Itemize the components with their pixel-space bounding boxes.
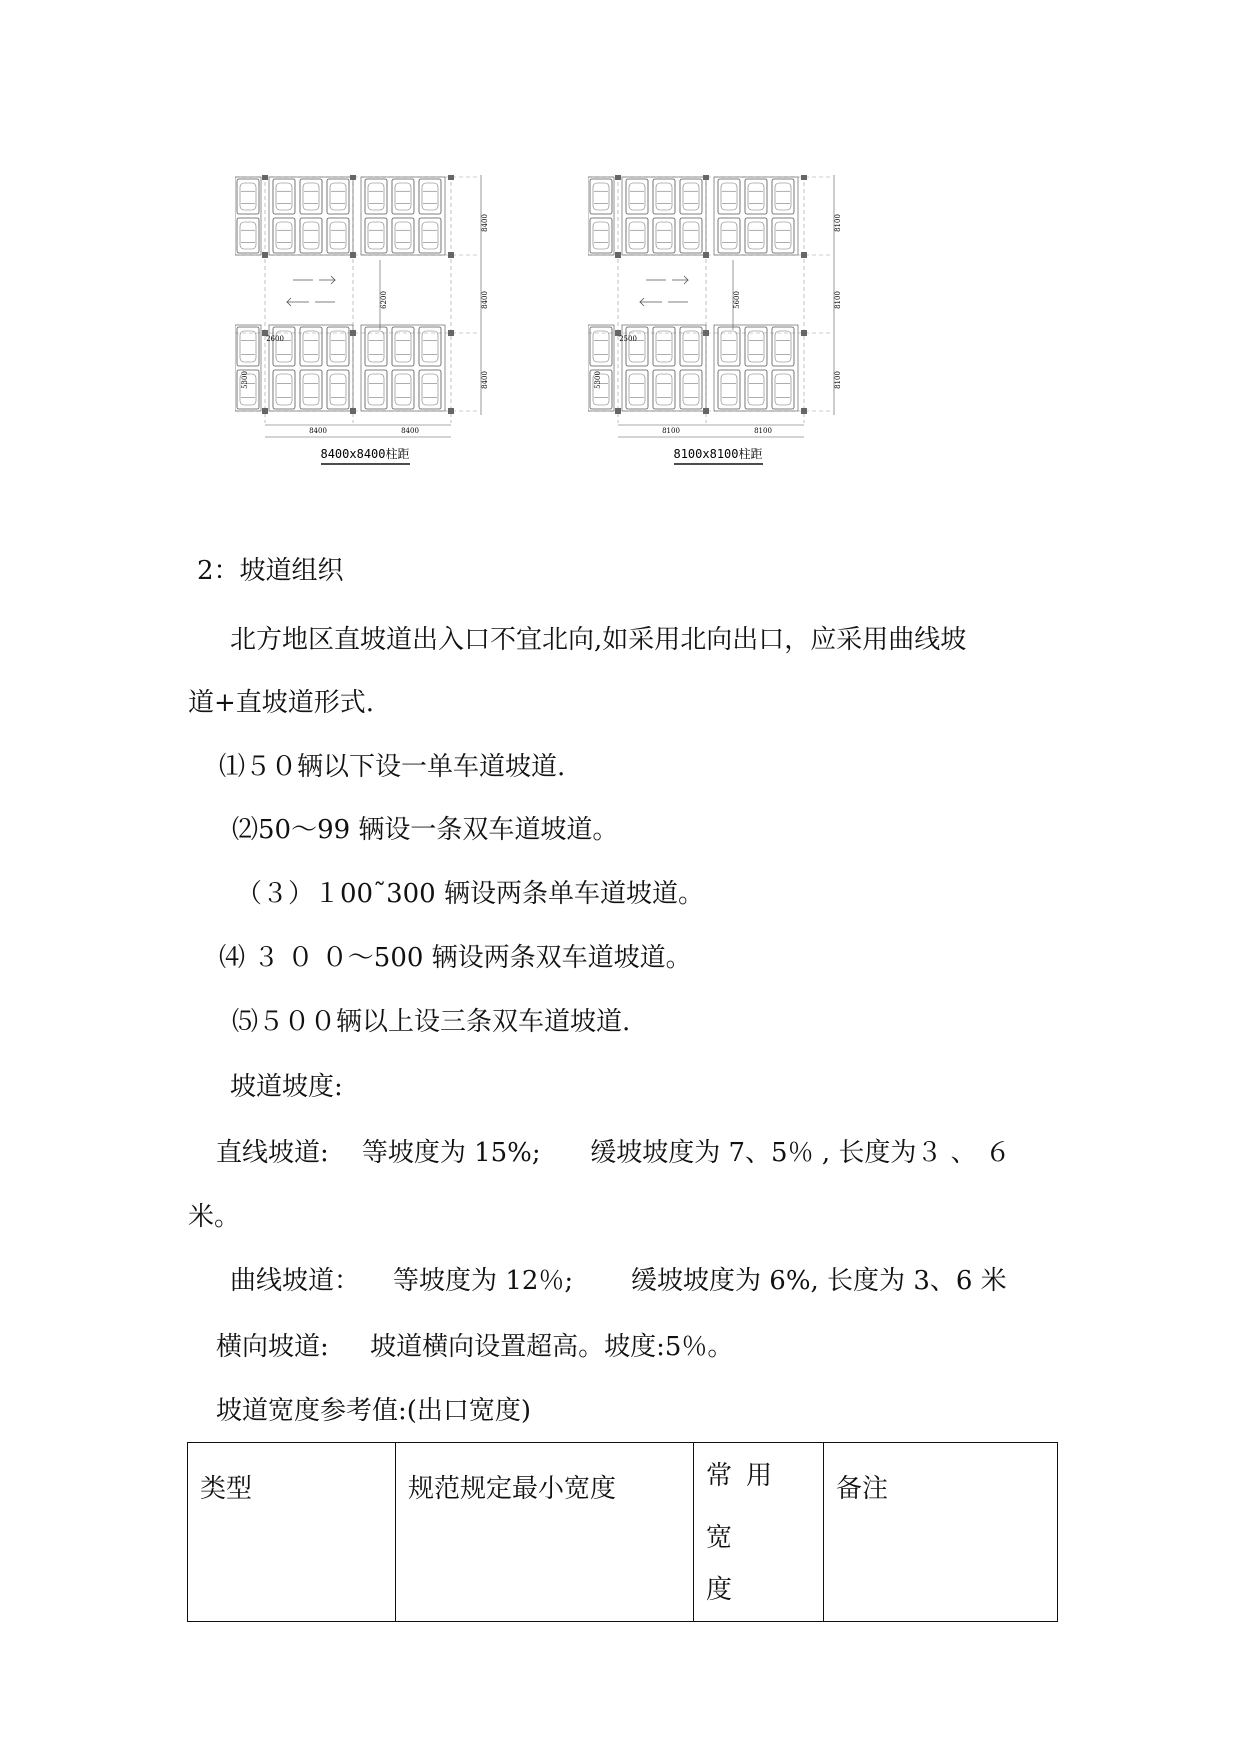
paragraph-line: 道+直坡道形式. — [188, 688, 375, 718]
dim-aisle: 6200 — [380, 291, 388, 309]
dim-right-1: 8400 — [481, 291, 489, 309]
paragraph-line: 北方地区直坡道出入口不宜北向,如采用北向出口，应采用曲线坡 — [230, 625, 967, 655]
parking-plan — [235, 175, 481, 437]
dim-right-2: 8100 — [834, 371, 842, 389]
dim-side-height: 5300 — [594, 371, 602, 389]
dim-side-width: 2600 — [266, 335, 284, 343]
dim-right-1: 8100 — [834, 291, 842, 309]
list-item: ⑸５００辆以上设三条双车道坡道. — [232, 1007, 631, 1037]
table-header-cell: 规范规定最小宽度 — [396, 1443, 694, 1622]
parking-layout-drawing — [588, 175, 853, 465]
dim-bottom-0: 8400 — [309, 427, 327, 435]
subheading: 坡道坡度: — [230, 1072, 343, 1102]
parking-layout-drawing — [235, 175, 500, 465]
section-heading: 2：坡道组织 — [197, 556, 344, 586]
parking-plan — [588, 175, 834, 437]
dim-right-0: 8400 — [481, 214, 489, 232]
paragraph-line: 直线坡道: 等坡度为 15%; 缓坡坡度为 7、5％ , 长度为３ 、 ６ — [216, 1138, 1011, 1168]
list-item: ⑷ ３ ０ ０～500 辆设两条双车道坡道。 — [219, 943, 692, 973]
list-item: ⑴５０辆以下设一单车道坡道. — [219, 752, 566, 782]
table-header-cell: 类型 — [188, 1443, 396, 1622]
dim-side-width: 2500 — [619, 335, 637, 343]
dim-bottom-1: 8100 — [754, 427, 772, 435]
dim-bottom-0: 8100 — [662, 427, 680, 435]
dim-right-0: 8100 — [834, 214, 842, 232]
header-text-line: 度 — [706, 1575, 747, 1605]
subheading: 坡道宽度参考值:(出口宽度) — [216, 1396, 532, 1426]
ramp-width-table — [187, 1442, 1058, 1622]
list-item: （３）１00˜300 辆设两条单车道坡道。 — [236, 879, 704, 909]
dim-right-2: 8400 — [481, 371, 489, 389]
parking-layout-figure-8400 — [235, 175, 500, 465]
paragraph-line: 曲线坡道： 等坡度为 12％; 缓坡坡度为 6%, 长度为 3、6 米 — [230, 1266, 1007, 1296]
table-header-cell: 备注 — [824, 1443, 1058, 1622]
dim-side-height: 5300 — [241, 371, 249, 389]
table-row — [188, 1443, 1058, 1622]
header-text-line: 常用宽 — [706, 1461, 787, 1553]
list-item: ⑵50～99 辆设一条双车道坡道。 — [232, 815, 619, 845]
figure-caption: 8400x8400柱距 — [320, 447, 410, 461]
dim-bottom-1: 8400 — [401, 427, 419, 435]
figure-caption: 8100x8100柱距 — [673, 447, 763, 461]
dim-aisle: 5600 — [733, 291, 741, 309]
paragraph-line: 横向坡道: 坡道横向设置超高。坡度:5％。 — [216, 1332, 734, 1362]
table-header-cell — [694, 1443, 824, 1622]
paragraph-line: 米。 — [188, 1202, 241, 1232]
parking-layout-figure-8100 — [588, 175, 853, 465]
